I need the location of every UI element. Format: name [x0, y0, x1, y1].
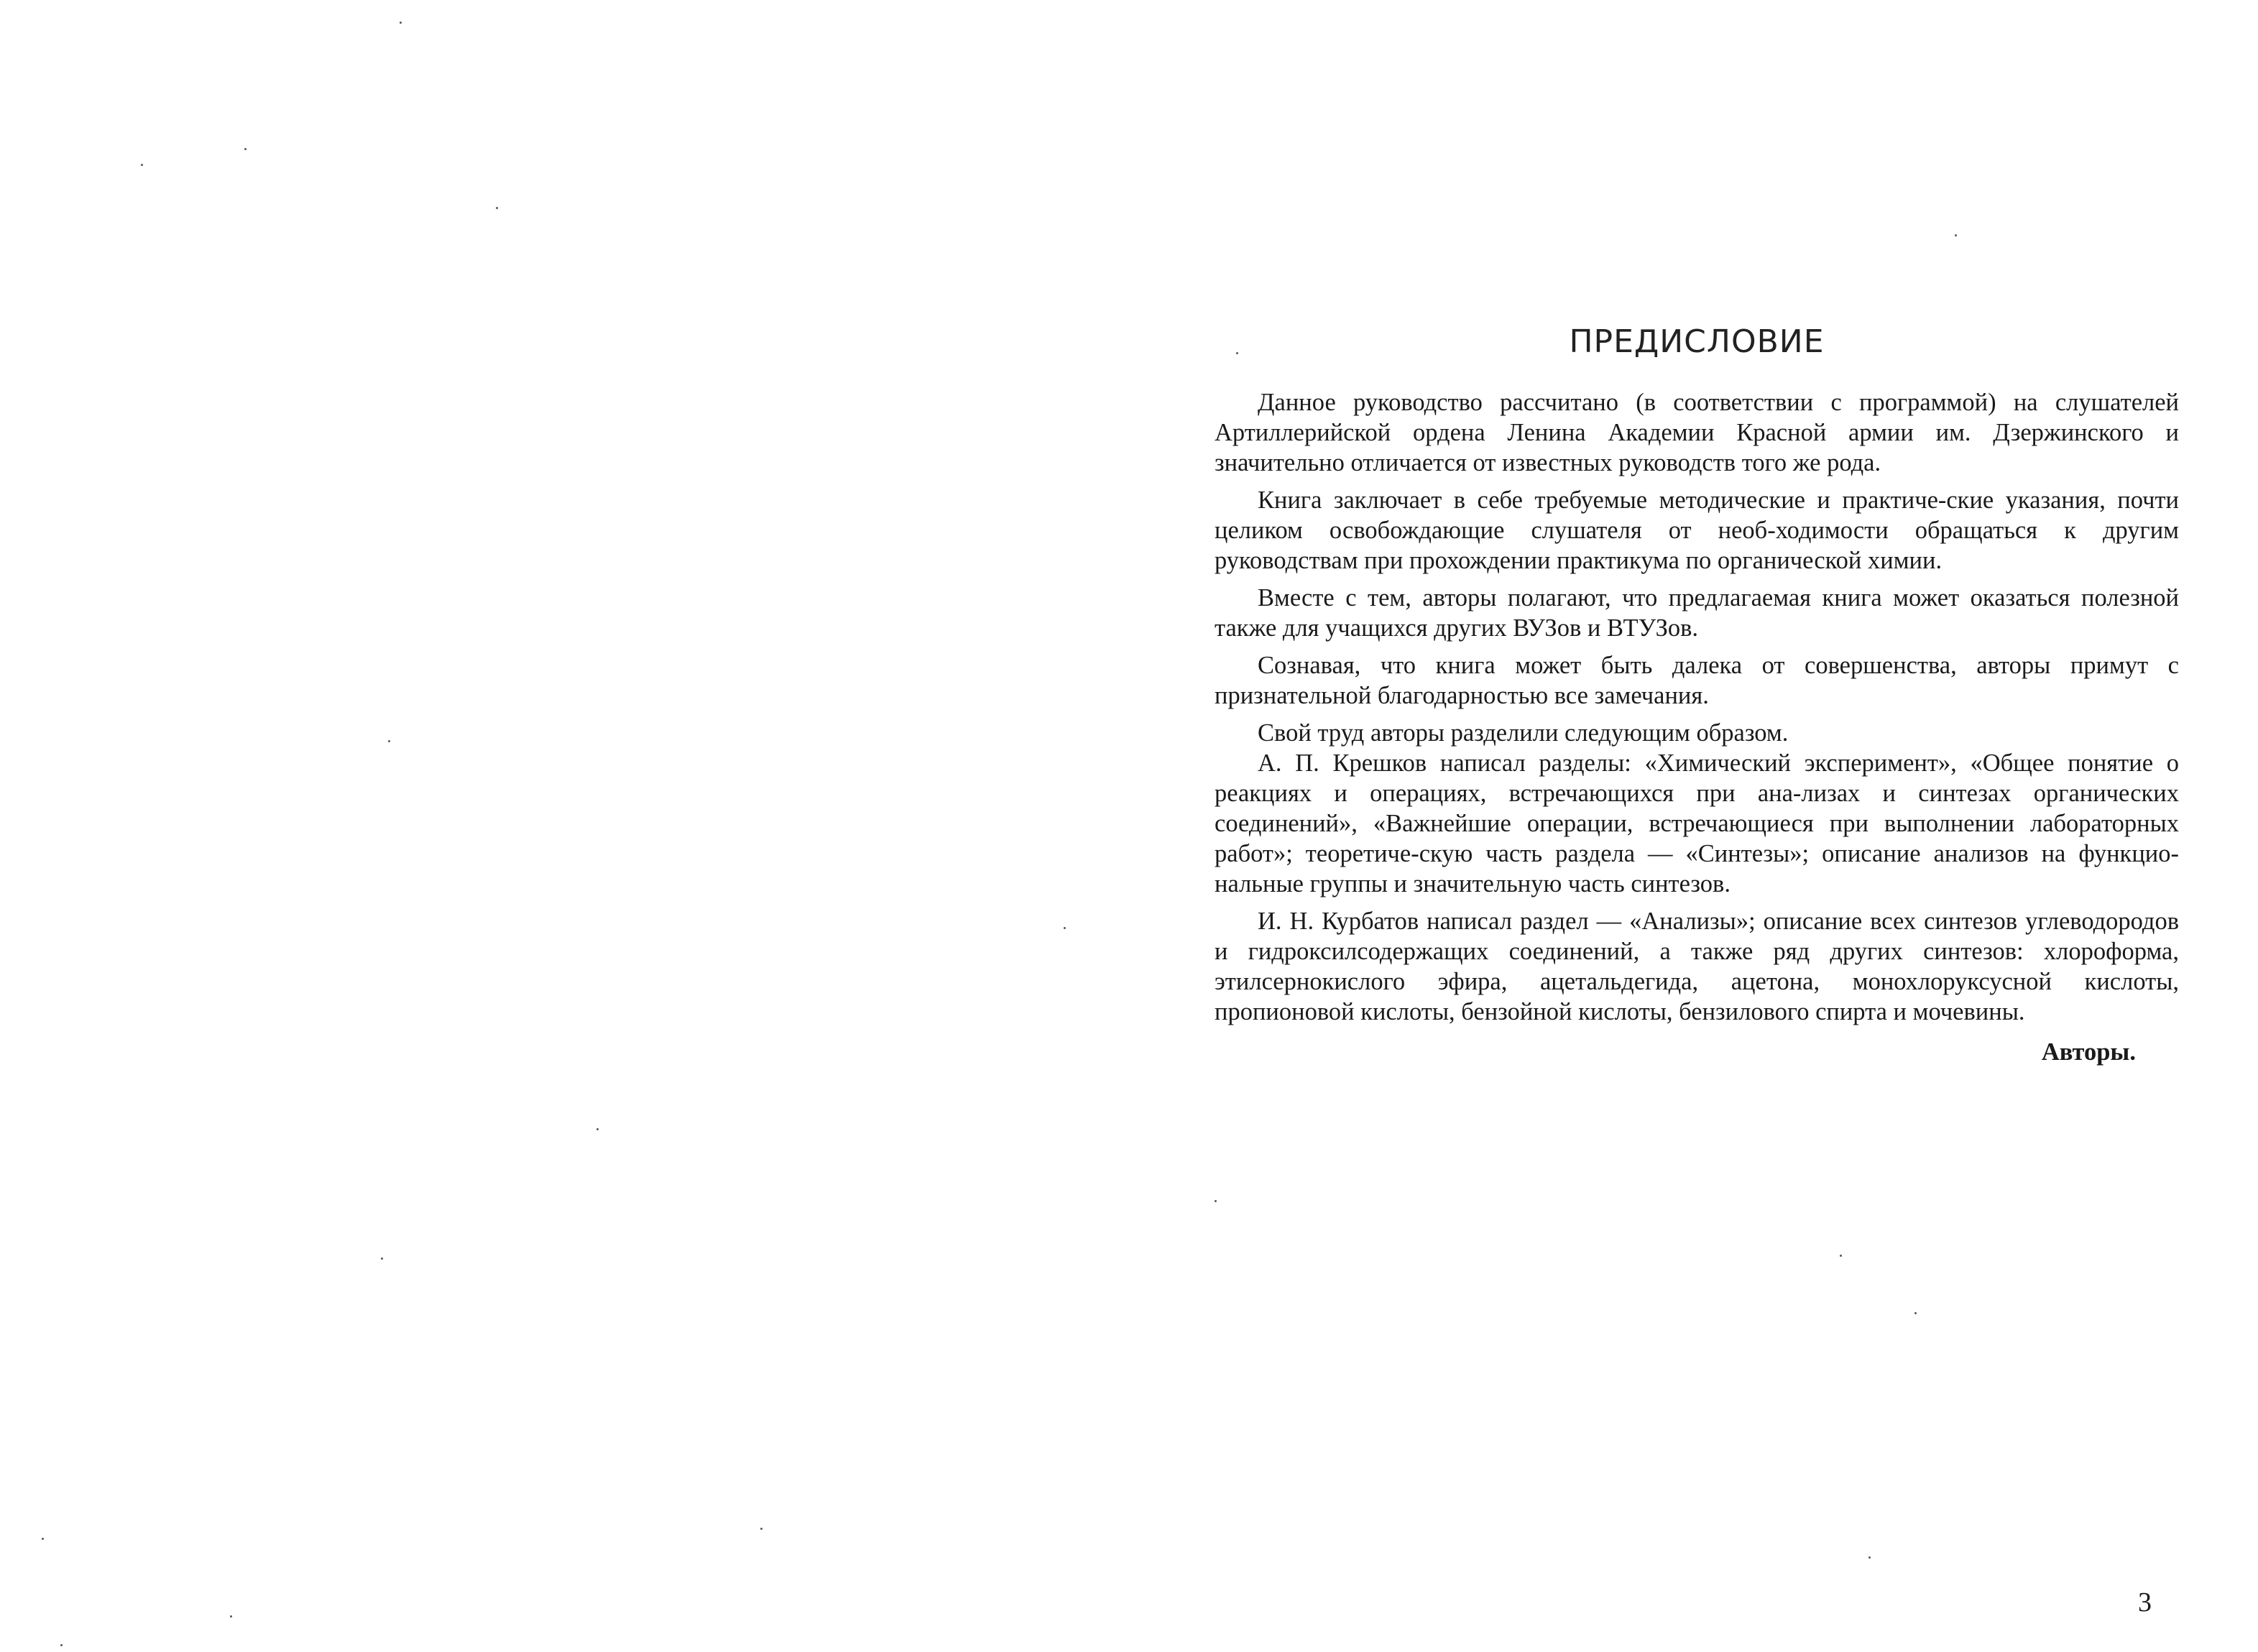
preface-title: ПРЕДИСЛОВИЕ [1569, 323, 1825, 360]
scan-speck [596, 1128, 599, 1130]
scan-speck [1868, 1556, 1871, 1559]
preface-text-block [1215, 323, 2179, 1066]
preface-paragraph-7: И. Н. Курбатов написал раздел — «Анализы»; описание всех синтезов углеводородов и гидроксилсодержащих соединений, а также ряд других синтезов: хлороформа, этилсернокислого эфира, ацетальдегида, ацетона, монохлоруксусной кислоты, пропионовой кислоты, бензойной кислоты, бензилового спирта и мочевины. [1215, 908, 2179, 1025]
preface-paragraph-5: Свой труд авторы разделили следующим образом. [1258, 719, 1789, 747]
scan-speck [141, 164, 143, 166]
preface-paragraph-2: Книга заключает в себе требуемые методические и практиче-ские указания, почти целиком освобождающие слушателя от необ-ходимости обращаться к другим руководствам при прохождении практикума по органической химии. [1215, 486, 2179, 574]
scan-speck [1064, 927, 1066, 929]
page-number: 3 [2138, 1587, 2152, 1618]
scan-speck [496, 207, 498, 209]
preface-paragraph-6: А. П. Крешков написал разделы: «Химический эксперимент», «Общее понятие о реакциях и операциях, встречающихся при ана-лизах и синтезах органических соединений», «Важнейшие операции, встречающиеся при выполнении лабораторных работ»; теоретиче-скую часть раздела — «Синтезы»; описание анализов на функцио-нальные группы и значительную часть синтезов. [1215, 749, 2179, 897]
authors-signature: Авторы. [2041, 1038, 2136, 1066]
scan-speck [42, 1538, 44, 1540]
scan-speck [244, 148, 246, 150]
scan-speck [1840, 1255, 1842, 1257]
left-page-blank [0, 0, 1121, 1652]
scan-speck [381, 1258, 383, 1260]
scan-speck [60, 1644, 63, 1646]
preface-paragraph-4: Сознавая, что книга может быть далека от совершенства, авторы примут с признательной благодарностью все замечания. [1215, 652, 2179, 709]
scan-speck [1215, 1200, 1217, 1202]
preface-paragraph-3: Вместе с тем, авторы полагают, что предлагаемая книга может оказаться полезной также для учащихся других ВУЗов и ВТУЗов. [1215, 584, 2179, 642]
scan-speck [400, 22, 402, 24]
scan-speck [388, 740, 390, 742]
scan-speck [760, 1528, 762, 1530]
scan-speck [230, 1615, 232, 1618]
scan-speck [1955, 234, 1957, 236]
preface-paragraph-1: Данное руководство рассчитано (в соответствии с программой) на слушателей Артиллерийской ордена Ленина Академии Красной армии им. Дзержинского и значительно отличается от известных руководств того же рода. [1215, 389, 2179, 476]
scan-speck [1914, 1312, 1917, 1314]
